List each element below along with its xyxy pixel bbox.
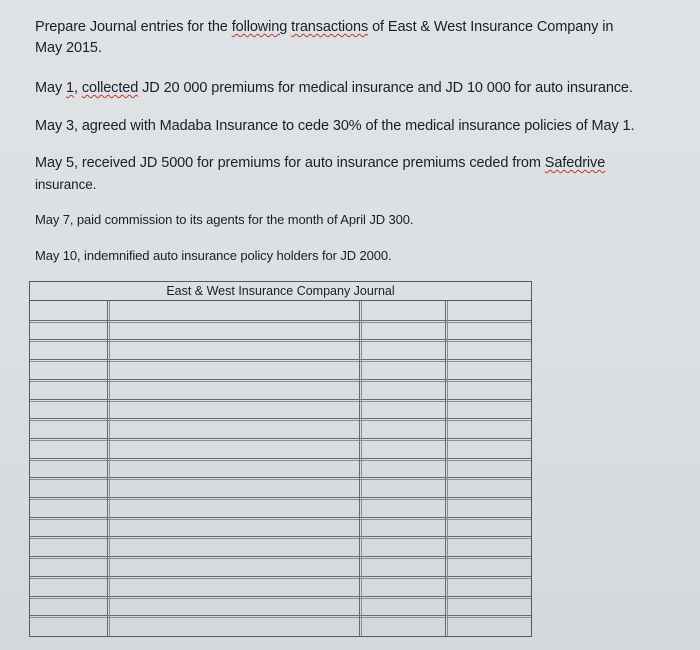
journal-row-divider [30,596,531,599]
journal-column-divider [359,301,362,636]
journal-row-divider [30,576,531,579]
intro-text: Prepare Journal entries for the [35,19,232,35]
tx3-text: May 5, received JD 5000 for premiums for auto insurance premiums ceded from [35,155,545,171]
tx4-text: May 7, paid commission to its agents for the month of April JD 300. [35,212,414,227]
tx3-text-cont: insurance. [35,177,97,192]
tx1-text: JD 20 000 premiums for medical insurance and JD 10 000 for auto insurance. [138,80,633,96]
journal-row-divider [30,615,531,618]
spellcheck-word: Safedrive [544,155,606,171]
spellcheck-word: 1 [66,80,74,96]
transaction-may-5 [35,153,675,196]
tx5-text: May 10, indemnified auto insurance policy holders for JD 2000. [35,248,392,263]
journal-title: East & West Insurance Company Journal [30,282,531,301]
journal-row-divider [30,339,531,342]
spellcheck-word: transactions [291,19,369,35]
journal-column-divider [445,301,448,636]
journal-row-divider [30,320,531,323]
journal-row-divider [30,418,531,421]
journal-table [29,281,532,637]
transaction-may-7 [35,210,675,230]
journal-row-divider [30,497,531,500]
tx1-gap: , [74,80,82,96]
journal-row-divider [30,399,531,402]
journal-row-divider [30,536,531,539]
instructions-paragraph [35,17,675,59]
intro-date: May 2015. [35,40,102,56]
journal-grid [30,301,531,636]
tx2-text: May 3, agreed with Madaba Insurance to cede 30% of the medical insurance policies of May 1. [35,118,635,134]
journal-row-divider [30,477,531,480]
tx1-prefix: May [35,80,67,96]
journal-row-divider [30,517,531,520]
journal-row-divider [30,438,531,441]
transaction-may-3 [35,116,675,137]
journal-row-divider [30,556,531,559]
journal-row-divider [30,458,531,461]
journal-column-divider [107,301,110,636]
transaction-may-1 [35,78,675,99]
spellcheck-word: collected [81,80,139,96]
spellcheck-word: following [231,19,288,35]
intro-text-end: of East & West Insurance Company in [368,19,614,35]
journal-row-divider [30,359,531,362]
journal-row-divider [30,379,531,382]
transaction-may-10 [35,246,675,266]
